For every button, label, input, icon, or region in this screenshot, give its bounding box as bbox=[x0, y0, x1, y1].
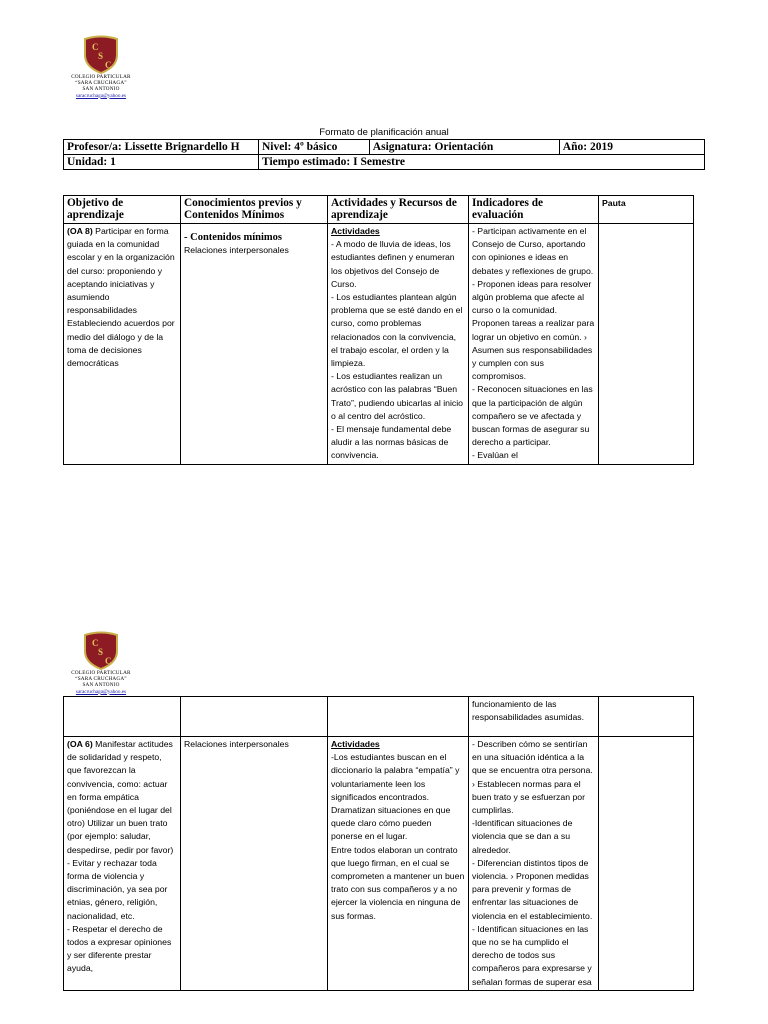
svg-text:C: C bbox=[105, 60, 112, 70]
pauta-cell bbox=[599, 697, 694, 737]
page-break bbox=[0, 560, 768, 624]
indicador-item: - Participan activamente en el Consejo de Curso, aportando con opiniones e ideas en debates y reflexiones de grupo. bbox=[472, 226, 594, 276]
table-header-row bbox=[64, 196, 694, 224]
profesor-cell: Profesor/a: Lissette Brignardello H bbox=[64, 140, 259, 155]
school-city-line: SAN ANTONIO bbox=[82, 682, 120, 689]
school-name-line: “SARA CRUCHAGA” bbox=[75, 80, 127, 87]
actividad-item: - Los estudiantes realizan un acróstico con las palabras “Buen Trato”, pudiendo ubicarlas al inicio o al centro del acróstico. bbox=[331, 371, 463, 421]
actividades-heading: Actividades bbox=[331, 226, 380, 236]
actividad-item: - Los estudiantes plantean algún problema que se esté dando en el curso, como problemas relacionados con la convivencia, el trabajo escolar, el orden y la limpieza. bbox=[331, 292, 463, 369]
contenidos-item: Relaciones interpersonales bbox=[184, 245, 289, 256]
header-objetivo: Objetivo de aprendizaje bbox=[64, 196, 181, 224]
indicador-item: - Proponen ideas para resolver algún problema que afecte al curso o la comunidad. bbox=[472, 278, 592, 316]
info-row bbox=[64, 155, 705, 170]
indicadores-cell bbox=[469, 737, 599, 991]
indicadores-cell: funcionamiento de las responsabilidades asumidas. bbox=[469, 697, 599, 737]
school-crest-icon bbox=[81, 34, 121, 74]
info-table bbox=[63, 139, 705, 170]
actividades-cell bbox=[328, 697, 469, 737]
indicador-item: - Diferencian distintos tipos de violencia. › Proponen medidas para prevenir y formas de enfrentar las situaciones de violencia en el establecimiento. bbox=[472, 857, 593, 921]
school-crest-icon bbox=[81, 630, 121, 670]
pauta-cell bbox=[599, 737, 694, 991]
school-city-line: SAN ANTONIO bbox=[82, 86, 120, 93]
page-2 bbox=[0, 624, 768, 1024]
planning-table-continued bbox=[63, 696, 694, 991]
contenidos-cell bbox=[181, 737, 328, 991]
school-header bbox=[62, 34, 140, 99]
actividad-item: -Los estudiantes buscan en el diccionario la palabra “empatía” y voluntariamente leen los significados encontrados. Dramatizan situaciones en que quede claro cómo pueden ponerse en el lugar. bbox=[331, 752, 460, 842]
table-row bbox=[64, 224, 694, 465]
indicador-item: Proponen tareas a realizar para lograr un objetivo en común. › Asumen sus responsabilidades y cumplen con sus compromisos. bbox=[472, 318, 595, 382]
unidad-cell: Unidad: 1 bbox=[64, 155, 259, 170]
objetivo-cell bbox=[64, 737, 181, 991]
document-title: Formato de planificación anual bbox=[319, 127, 449, 138]
pauta-cell bbox=[599, 224, 694, 465]
school-email-link[interactable]: saracruchaga@yahoo.es bbox=[75, 92, 127, 99]
contenidos-item: Relaciones interpersonales bbox=[184, 739, 289, 749]
oa-code: (OA 8) bbox=[67, 226, 93, 236]
svg-text:C: C bbox=[92, 638, 99, 648]
header-indicadores: Indicadores de evaluación bbox=[469, 196, 599, 224]
svg-text:S: S bbox=[98, 647, 104, 657]
indicador-item: - Describen cómo se sentirían en una situación idéntica a la que se encuentra otra persona. › Establecen normas para el buen trato y se esfuerzan por cumplirlas. bbox=[472, 739, 593, 816]
contenidos-heading: - Contenidos mínimos bbox=[184, 232, 283, 243]
school-name-line: “SARA CRUCHAGA” bbox=[75, 676, 127, 683]
header-conocimientos: Conocimientos previos y Contenidos Mínimos bbox=[181, 196, 328, 224]
tiempo-cell: Tiempo estimado: I Semestre bbox=[258, 155, 704, 170]
school-name-line: COLEGIO PARTICULAR bbox=[71, 74, 131, 80]
svg-text:S: S bbox=[98, 51, 104, 61]
school-header bbox=[62, 630, 140, 695]
header-actividades: Actividades y Recursos de aprendizaje bbox=[328, 196, 469, 224]
oa-item: - Respetar el derecho de todos a expresar opiniones y ser diferente prestar ayuda, bbox=[67, 923, 172, 974]
actividades-cell bbox=[328, 737, 469, 991]
oa-text: Manifestar actitudes de solidaridad y respeto, que favorezcan la convivencia, como: actuar en forma empática (poniéndose en el lugar del otro) Utilizar un buen trato (por ejemplo: saludar, despedirse, pedir por favor) bbox=[67, 739, 174, 855]
actividad-item: - El mensaje fundamental debe aludir a las normas básicas de convivencia. bbox=[331, 424, 452, 461]
school-email-link[interactable]: saracruchaga@yahoo.es bbox=[75, 688, 127, 695]
objetivo-cell bbox=[64, 224, 181, 465]
actividades-heading: Actividades bbox=[331, 739, 380, 749]
school-name-line: COLEGIO PARTICULAR bbox=[71, 670, 131, 676]
svg-text:C: C bbox=[92, 42, 99, 52]
actividad-item: - A modo de lluvia de ideas, los estudiantes definen y enumeran los objetivos del Consejo de Curso. bbox=[331, 239, 455, 289]
objetivo-cell bbox=[64, 697, 181, 737]
oa-code: (OA 6) bbox=[67, 739, 93, 749]
contenidos-cell bbox=[181, 224, 328, 465]
nivel-cell: Nivel: 4º básico bbox=[258, 140, 369, 155]
indicadores-cell bbox=[469, 224, 599, 465]
oa-item: - Evitar y rechazar toda forma de violencia y discriminación, ya sea por etnias, género, religión, nacionalidad, etc. bbox=[67, 857, 168, 921]
indicador-item: - Identifican situaciones en las que no se ha cumplido el derecho de todos sus compañeros para expresarse y señalan formas de superar esa bbox=[472, 923, 592, 987]
actividades-cell bbox=[328, 224, 469, 465]
info-row bbox=[64, 140, 705, 155]
anio-cell: Año: 2019 bbox=[559, 140, 704, 155]
header-pauta: Pauta bbox=[599, 196, 694, 224]
indicador-item: - Reconocen situaciones en las que la participación de algún compañero se ve afectada y buscan formas de asegurar su derecho a participar. bbox=[472, 384, 593, 448]
contenidos-cell bbox=[181, 697, 328, 737]
oa-text: Participar en forma guiada en la comunidad escolar y en la organización del curso: proponiendo y aceptando iniciativas y asumiendo responsabilidades Estableciendo acuerdos por medio del diálogo y de la toma de decisiones democráticas bbox=[67, 226, 175, 369]
indicador-item: -Identifican situaciones de violencia que se dan a su alrededor. bbox=[472, 818, 573, 855]
planning-table bbox=[63, 195, 694, 465]
indicador-item: - Evalúan el bbox=[472, 450, 518, 461]
table-row bbox=[64, 737, 694, 991]
svg-text:C: C bbox=[105, 656, 112, 666]
table-row bbox=[64, 697, 694, 737]
asignatura-cell: Asignatura: Orientación bbox=[369, 140, 559, 155]
actividad-item: Entre todos elaboran un contrato que luego firman, en el cual se comprometen a mantener un buen trato con sus compañeros y a no ejercer la violencia en ninguna de sus formas. bbox=[331, 844, 465, 921]
